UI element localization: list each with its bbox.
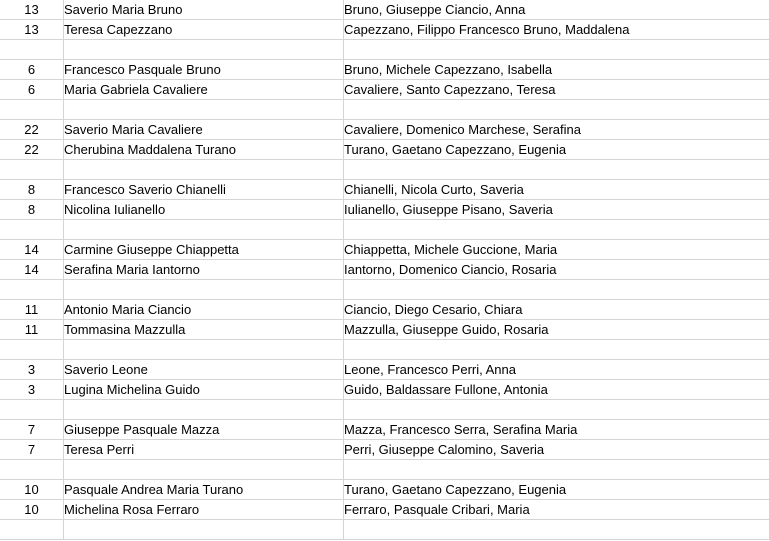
- table-row: [0, 100, 770, 120]
- table-row: [0, 280, 770, 300]
- cell-parents[interactable]: [344, 280, 770, 300]
- cell-number[interactable]: [0, 220, 64, 240]
- cell-name[interactable]: Maria Gabriela Cavaliere: [64, 80, 344, 100]
- table-row: [0, 220, 770, 240]
- cell-name[interactable]: Antonio Maria Ciancio: [64, 300, 344, 320]
- table-row: [0, 340, 770, 360]
- cell-name[interactable]: [64, 220, 344, 240]
- cell-number[interactable]: 3: [0, 360, 64, 380]
- cell-name[interactable]: Pasquale Andrea Maria Turano: [64, 480, 344, 500]
- cell-parents[interactable]: Chiappetta, Michele Guccione, Maria: [344, 240, 770, 260]
- cell-name[interactable]: Cherubina Maddalena Turano: [64, 140, 344, 160]
- cell-name[interactable]: Saverio Maria Bruno: [64, 0, 344, 20]
- cell-name[interactable]: Carmine Giuseppe Chiappetta: [64, 240, 344, 260]
- cell-parents[interactable]: [344, 400, 770, 420]
- table-row: [0, 520, 770, 540]
- cell-number[interactable]: [0, 40, 64, 60]
- table-row: [0, 320, 770, 340]
- table-row: [0, 200, 770, 220]
- table-row: [0, 300, 770, 320]
- cell-number[interactable]: 13: [0, 20, 64, 40]
- cell-parents[interactable]: Mazzulla, Giuseppe Guido, Rosaria: [344, 320, 770, 340]
- cell-parents[interactable]: [344, 220, 770, 240]
- table-row: [0, 140, 770, 160]
- table-row: [0, 420, 770, 440]
- cell-parents[interactable]: Cavaliere, Domenico Marchese, Serafina: [344, 120, 770, 140]
- cell-parents[interactable]: Cavaliere, Santo Capezzano, Teresa: [344, 80, 770, 100]
- cell-number[interactable]: 8: [0, 180, 64, 200]
- cell-name[interactable]: Teresa Capezzano: [64, 20, 344, 40]
- cell-number[interactable]: [0, 280, 64, 300]
- cell-number[interactable]: 22: [0, 120, 64, 140]
- cell-name[interactable]: Saverio Maria Cavaliere: [64, 120, 344, 140]
- table-row: [0, 440, 770, 460]
- cell-name[interactable]: [64, 340, 344, 360]
- table-row: [0, 20, 770, 40]
- table-row: [0, 160, 770, 180]
- table-row: [0, 460, 770, 480]
- cell-name[interactable]: Francesco Pasquale Bruno: [64, 60, 344, 80]
- cell-number[interactable]: 10: [0, 500, 64, 520]
- cell-name[interactable]: Francesco Saverio Chianelli: [64, 180, 344, 200]
- table-row: [0, 120, 770, 140]
- cell-number[interactable]: 3: [0, 380, 64, 400]
- cell-name[interactable]: Tommasina Mazzulla: [64, 320, 344, 340]
- cell-name[interactable]: [64, 460, 344, 480]
- table-row: [0, 60, 770, 80]
- table-row: [0, 500, 770, 520]
- cell-number[interactable]: 8: [0, 200, 64, 220]
- table-row: [0, 40, 770, 60]
- cell-number[interactable]: 11: [0, 320, 64, 340]
- table-row: [0, 240, 770, 260]
- cell-number[interactable]: 10: [0, 480, 64, 500]
- cell-name[interactable]: Serafina Maria Iantorno: [64, 260, 344, 280]
- cell-parents[interactable]: [344, 100, 770, 120]
- cell-name[interactable]: Saverio Leone: [64, 360, 344, 380]
- cell-number[interactable]: 11: [0, 300, 64, 320]
- cell-parents[interactable]: Ferraro, Pasquale Cribari, Maria: [344, 500, 770, 520]
- cell-number[interactable]: [0, 340, 64, 360]
- cell-number[interactable]: 14: [0, 260, 64, 280]
- cell-parents[interactable]: Bruno, Michele Capezzano, Isabella: [344, 60, 770, 80]
- cell-name[interactable]: [64, 280, 344, 300]
- cell-number[interactable]: 6: [0, 80, 64, 100]
- cell-parents[interactable]: [344, 40, 770, 60]
- cell-parents[interactable]: [344, 160, 770, 180]
- table-row: [0, 380, 770, 400]
- cell-name[interactable]: Lugina Michelina Guido: [64, 380, 344, 400]
- cell-number[interactable]: 13: [0, 0, 64, 20]
- cell-number[interactable]: 7: [0, 420, 64, 440]
- cell-name[interactable]: Nicolina Iulianello: [64, 200, 344, 220]
- cell-parents[interactable]: [344, 520, 770, 540]
- cell-number[interactable]: 22: [0, 140, 64, 160]
- cell-number[interactable]: [0, 160, 64, 180]
- table-row: [0, 0, 770, 20]
- cell-number[interactable]: 7: [0, 440, 64, 460]
- cell-name[interactable]: Teresa Perri: [64, 440, 344, 460]
- cell-number[interactable]: [0, 520, 64, 540]
- cell-parents[interactable]: Turano, Gaetano Capezzano, Eugenia: [344, 140, 770, 160]
- cell-name[interactable]: [64, 520, 344, 540]
- cell-number[interactable]: [0, 460, 64, 480]
- cell-name[interactable]: [64, 400, 344, 420]
- cell-name[interactable]: Michelina Rosa Ferraro: [64, 500, 344, 520]
- cell-parents[interactable]: Iulianello, Giuseppe Pisano, Saveria: [344, 200, 770, 220]
- cell-parents[interactable]: Ciancio, Diego Cesario, Chiara: [344, 300, 770, 320]
- cell-parents[interactable]: Chianelli, Nicola Curto, Saveria: [344, 180, 770, 200]
- table-row: [0, 360, 770, 380]
- cell-parents[interactable]: [344, 340, 770, 360]
- cell-parents[interactable]: [344, 460, 770, 480]
- cell-parents[interactable]: Perri, Giuseppe Calomino, Saveria: [344, 440, 770, 460]
- table-row: [0, 480, 770, 500]
- cell-parents[interactable]: Bruno, Giuseppe Ciancio, Anna: [344, 0, 770, 20]
- table-row: [0, 80, 770, 100]
- cell-name[interactable]: [64, 40, 344, 60]
- cell-parents[interactable]: Leone, Francesco Perri, Anna: [344, 360, 770, 380]
- table-row: [0, 400, 770, 420]
- cell-parents[interactable]: Turano, Gaetano Capezzano, Eugenia: [344, 480, 770, 500]
- cell-number[interactable]: 6: [0, 60, 64, 80]
- cell-name[interactable]: [64, 100, 344, 120]
- cell-parents[interactable]: Mazza, Francesco Serra, Serafina Maria: [344, 420, 770, 440]
- cell-name[interactable]: Giuseppe Pasquale Mazza: [64, 420, 344, 440]
- table-row: [0, 260, 770, 280]
- cell-number[interactable]: 14: [0, 240, 64, 260]
- cell-parents[interactable]: Capezzano, Filippo Francesco Bruno, Maddalena: [344, 20, 770, 40]
- cell-number[interactable]: [0, 100, 64, 120]
- cell-name[interactable]: [64, 160, 344, 180]
- cell-parents[interactable]: Iantorno, Domenico Ciancio, Rosaria: [344, 260, 770, 280]
- table-row: [0, 180, 770, 200]
- cell-parents[interactable]: Guido, Baldassare Fullone, Antonia: [344, 380, 770, 400]
- cell-number[interactable]: [0, 400, 64, 420]
